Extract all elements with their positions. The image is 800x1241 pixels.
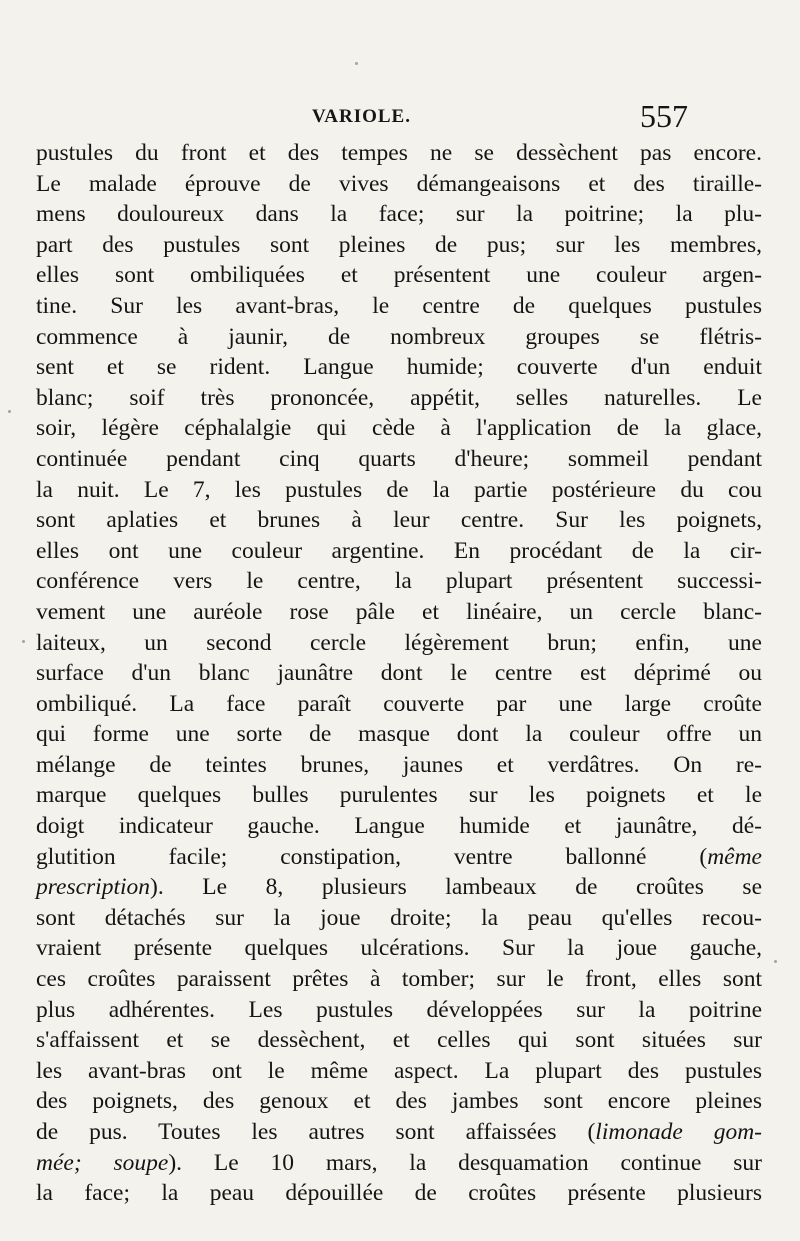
text-line: elles sont ombiliquées et présentent une couleur argen- bbox=[36, 262, 762, 289]
text-line: la face; la peau dépouillée de croûtes présente plusieurs bbox=[36, 1180, 762, 1207]
text-line bbox=[36, 842, 762, 873]
text-line: vement une auréole rose pâle et linéaire, un cercle blanc- bbox=[36, 598, 762, 625]
text-line: sent et se rident. Langue humide; couverte d'un enduit bbox=[36, 354, 762, 381]
text-line bbox=[36, 1117, 762, 1148]
print-speck bbox=[355, 62, 358, 65]
text-line: ces croûtes paraissent prêtes à tomber; sur le front, elles sont bbox=[36, 966, 762, 993]
italic-segment: mée; soupe bbox=[36, 1149, 169, 1176]
text-segment: ). Le 8, plusieurs lambeaux de croûtes se bbox=[150, 874, 762, 901]
text-line: s'affaissent et se dessèchent, et celles qui sont situées sur bbox=[36, 1027, 762, 1054]
text-line: vraient présente quelques ulcérations. Sur la joue gauche, bbox=[36, 935, 762, 962]
text-line: laiteux, un second cercle légèrement brun; enfin, une bbox=[36, 629, 762, 656]
text-line: doigt indicateur gauche. Langue humide et jaunâtre, dé- bbox=[36, 813, 762, 840]
body-text bbox=[36, 138, 762, 1209]
text-line: Le malade éprouve de vives démangeaisons et des tiraille- bbox=[36, 170, 762, 197]
print-speck bbox=[8, 410, 11, 413]
text-line: blanc; soif très prononcée, appétit, selles naturelles. Le bbox=[36, 384, 762, 411]
text-line: soir, légère céphalalgie qui cède à l'application de la glace, bbox=[36, 415, 762, 442]
text-line: elles ont une couleur argentine. En procédant de la cir- bbox=[36, 537, 762, 564]
page-number: 557 bbox=[640, 98, 688, 134]
text-line: sont détachés sur la joue droite; la peau qu'elles recou- bbox=[36, 904, 762, 931]
text-line: les avant-bras ont le même aspect. La plupart des pustules bbox=[36, 1057, 762, 1084]
text-line: tine. Sur les avant-bras, le centre de quelques pustules bbox=[36, 292, 762, 319]
text-line: la nuit. Le 7, les pustules de la partie postérieure du cou bbox=[36, 476, 762, 503]
text-line: conférence vers le centre, la plupart présentent successi- bbox=[36, 568, 762, 595]
text-line: mélange de teintes brunes, jaunes et verdâtres. On re- bbox=[36, 751, 762, 778]
text-segment: glutition facile; constipation, ventre ballonné ( bbox=[36, 843, 708, 870]
text-line: commence à jaunir, de nombreux groupes se flétris- bbox=[36, 323, 762, 350]
text-line: plus adhérentes. Les pustules développées sur la poitrine bbox=[36, 996, 762, 1023]
italic-segment: même bbox=[707, 843, 762, 870]
text-line: marque quelques bulles purulentes sur les poignets et le bbox=[36, 782, 762, 809]
text-line bbox=[36, 1148, 762, 1179]
text-line: surface d'un blanc jaunâtre dont le centre est déprimé ou bbox=[36, 660, 762, 687]
page-header bbox=[0, 98, 800, 138]
running-title: VARIOLE. bbox=[312, 106, 411, 127]
text-line: part des pustules sont pleines de pus; sur les membres, bbox=[36, 231, 762, 258]
text-line: ombiliqué. La face paraît couverte par une large croûte bbox=[36, 690, 762, 717]
text-line: qui forme une sorte de masque dont la couleur offre un bbox=[36, 721, 762, 748]
print-speck bbox=[774, 960, 777, 963]
text-segment: de pus. Toutes les autres sont affaissées ( bbox=[36, 1119, 596, 1145]
text-line: continuée pendant cinq quarts d'heure; sommeil pendant bbox=[36, 445, 762, 472]
text-line: pustules du front et des tempes ne se dessèchent pas encore. bbox=[36, 140, 762, 166]
print-speck bbox=[22, 640, 25, 643]
text-segment: ). Le 10 mars, la desquamation continue sur bbox=[168, 1149, 762, 1176]
text-line: mens douloureux dans la face; sur la poitrine; la plu- bbox=[36, 201, 762, 228]
text-line: sont aplaties et brunes à leur centre. Sur les poignets, bbox=[36, 507, 762, 534]
text-line bbox=[36, 872, 762, 903]
text-line: des poignets, des genoux et des jambes sont encore pleines bbox=[36, 1088, 762, 1115]
italic-segment: prescription bbox=[36, 874, 151, 901]
italic-segment: limonade gom- bbox=[595, 1119, 762, 1145]
